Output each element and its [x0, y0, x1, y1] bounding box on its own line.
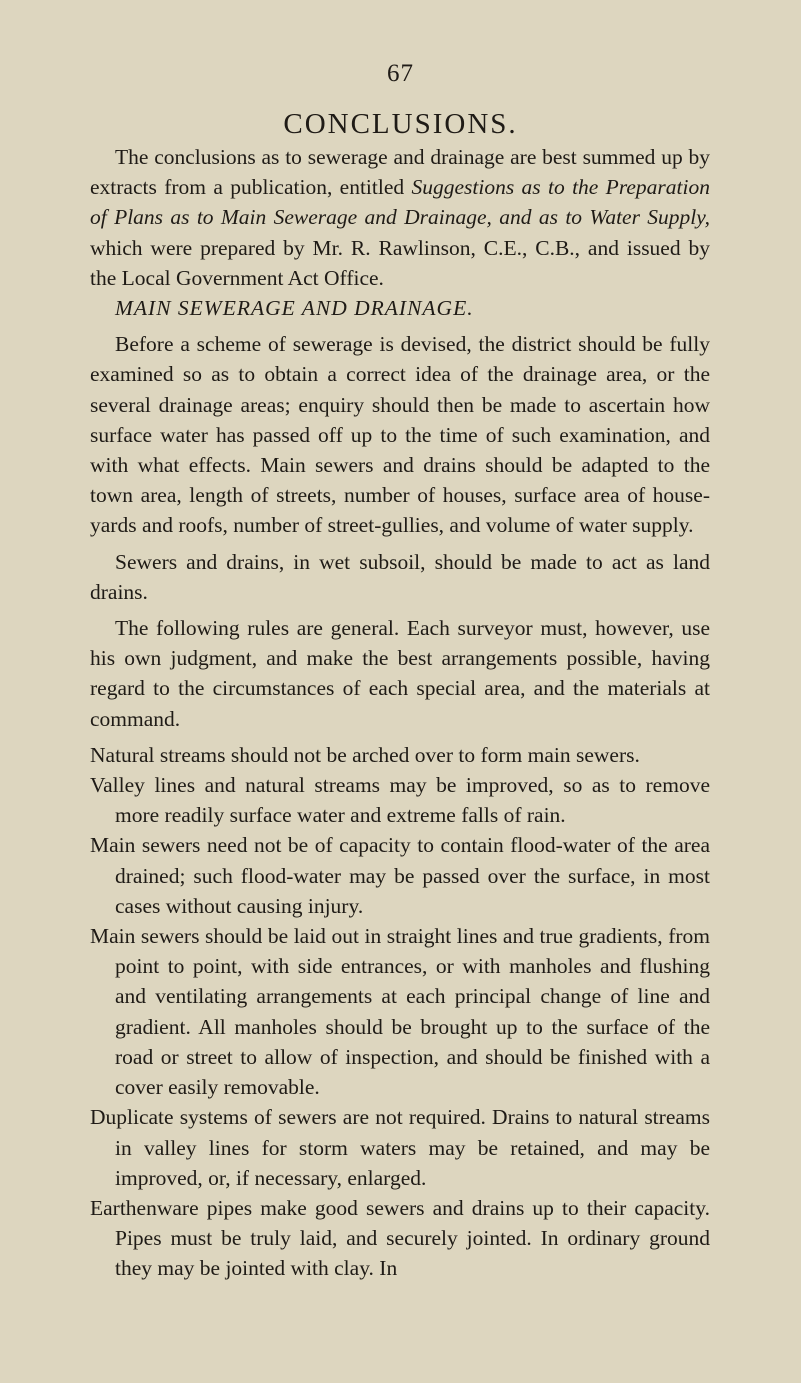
page-number: 67 [387, 60, 414, 87]
rule-item: Main sewers should be laid out in straight lines and true gradients, from point to point, with side entrances, or with manholes and flushing and ventilating arrangements at each principal change of line and gradient. All manholes should be brought up to the surface of the road or street to allow of inspection, and should be finished with a cover easily removable. [90, 924, 710, 1100]
rule-item: Valley lines and natural streams may be improved, so as to remove more readily surface water and extreme falls of rain. [90, 773, 710, 828]
page-title: CONCLUSIONS. [283, 108, 518, 140]
intro-text-before: The conclusions as to sewerage and drainage are best summed up by extracts from a publication, entitled [90, 145, 710, 200]
paragraph: Before a scheme of sewerage is devised, the district should be fully examined so as to obtain a correct idea of the drainage area, or the several drainage areas; enquiry should then be made to ascertain how surface water has passed off up to the time of such examination, and with what effects. Main sewers and drains should be adapted to the town area, length of streets, number of houses, surface area of house-yards and roofs, number of street-gullies, and volume of water supply. [90, 332, 710, 538]
rule-item: Earthenware pipes make good sewers and drains up to their capacity. Pipes must be truly laid, and securely jointed. In ordinary ground they may be jointed with clay. In [90, 1195, 710, 1281]
publication-title: Suggestions as to the Preparation of Plans as to Main Sewerage and Drainage, and as to Water Supply, [90, 175, 710, 230]
paragraph: Sewers and drains, in wet subsoil, should be made to act as land drains. [90, 549, 710, 604]
rule-item: Duplicate systems of sewers are not required. Drains to natural streams in valley lines for storm waters may be retained, and may be improved, or, if necessary, enlarged. [90, 1105, 710, 1190]
page-body [90, 142, 710, 1284]
rule-item: Main sewers need not be of capacity to contain flood-water of the area drained; such flood-water may be passed over the surface, in most cases without causing injury. [90, 833, 710, 918]
paragraph: The following rules are general. Each surveyor must, however, use his own judgment, and make the best arrangements possible, having regard to the circumstances of each special area, and the materials at command. [90, 616, 710, 731]
rule-item: Natural streams should not be arched over to form main sewers. [90, 742, 640, 767]
rules-list [90, 740, 710, 1284]
section-heading: MAIN SEWERAGE AND DRAINAGE. [115, 296, 474, 321]
intro-paragraph [90, 142, 710, 293]
intro-text-after: which were prepared by Mr. R. Rawlinson, C.E., C.B., and issued by the Local Government Act Office. [90, 235, 710, 290]
